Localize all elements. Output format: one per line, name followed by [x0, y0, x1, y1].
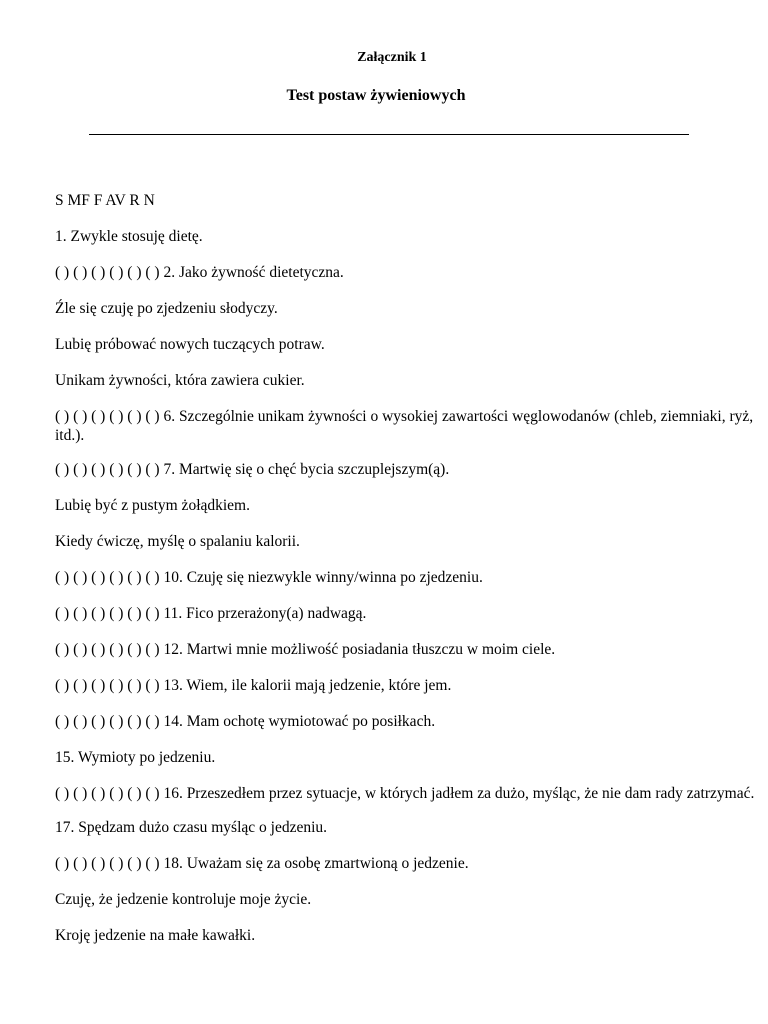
page-title: Test postaw żywieniowych	[286, 87, 466, 104]
question-item: Źle się czuję po zjedzeniu słodyczy.	[55, 300, 278, 317]
question-item: ( ) ( ) ( ) ( ) ( ) ( ) 10. Czuję się niezwykle winny/winna po zjedzeniu.	[55, 569, 483, 586]
question-item: ( ) ( ) ( ) ( ) ( ) ( ) 18. Uważam się za osobę zmartwioną o jedzenie.	[55, 855, 469, 872]
question-item: ( ) ( ) ( ) ( ) ( ) ( ) 14. Mam ochotę wymiotować po posiłkach.	[55, 713, 436, 730]
question-item: 15. Wymioty po jedzeniu.	[55, 749, 216, 766]
question-item: Czuję, że jedzenie kontroluje moje życie.	[55, 891, 312, 908]
question-item: ( ) ( ) ( ) ( ) ( ) ( ) 13. Wiem, ile kalorii mają jedzenie, które jem.	[55, 677, 452, 694]
question-item: Unikam żywności, która zawiera cukier.	[55, 372, 305, 389]
annex-label: Załącznik 1	[357, 50, 427, 65]
question-item: 17. Spędzam dużo czasu myśląc o jedzeniu.	[55, 819, 328, 836]
question-item: ( ) ( ) ( ) ( ) ( ) ( ) 16. Przeszedłem przez sytuacje, w których jadłem za dużo, myśląc, że nie dam rady zatrzymać.	[55, 785, 755, 802]
scale-header: S MF F AV R N	[55, 192, 155, 209]
question-item: Lubię być z pustym żołądkiem.	[55, 497, 250, 514]
question-item: Kiedy ćwiczę, myślę o spalaniu kalorii.	[55, 533, 300, 550]
question-item: ( ) ( ) ( ) ( ) ( ) ( ) 6. Szczególnie unikam żywności o wysokiej zawartości węglowodanów (chleb, ziemniaki, ryż, itd.).	[55, 408, 754, 444]
question-item: ( ) ( ) ( ) ( ) ( ) ( ) 12. Martwi mnie możliwość posiadania tłuszczu w moim ciele.	[55, 641, 556, 658]
question-item: ( ) ( ) ( ) ( ) ( ) ( ) 2. Jako żywność dietetyczna.	[55, 264, 344, 281]
question-item: Kroję jedzenie na małe kawałki.	[55, 927, 256, 944]
question-item: ( ) ( ) ( ) ( ) ( ) ( ) 7. Martwię się o chęć bycia szczuplejszym(ą).	[55, 461, 450, 478]
question-item: ( ) ( ) ( ) ( ) ( ) ( ) 11. Fico przerażony(a) nadwagą.	[55, 605, 367, 622]
questionnaire-body	[55, 191, 765, 962]
question-item: Lubię próbować nowych tuczących potraw.	[55, 336, 325, 353]
title-divider	[89, 134, 689, 135]
question-item: 1. Zwykle stosuję dietę.	[55, 228, 203, 245]
